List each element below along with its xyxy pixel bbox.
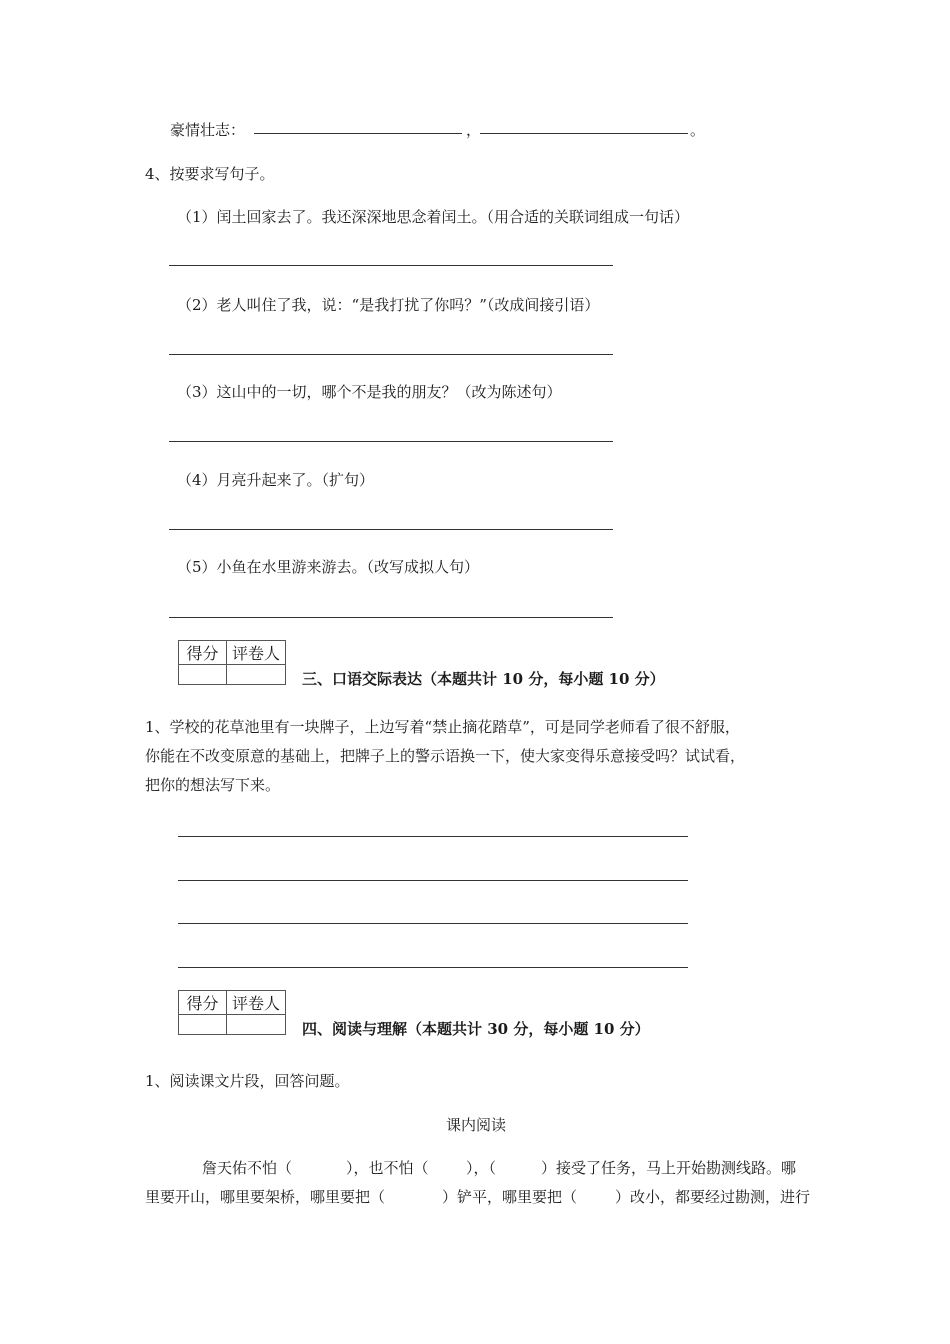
passage-text: ）接受了任务，马上开始勘测线路。哪 xyxy=(541,1159,797,1177)
q4-item-1: （1）闰土回家去了。我还深深地思念着闰土。（用合适的关联词组成一句话） xyxy=(177,208,690,226)
section-4-q1: 1、阅读课文片段，回答问题。 xyxy=(145,1072,350,1090)
passage-text: ），（ xyxy=(466,1159,497,1177)
answer-line[interactable] xyxy=(178,880,688,881)
answer-line[interactable] xyxy=(169,265,613,266)
passage-text: 詹天佑不怕（ xyxy=(202,1159,293,1177)
answer-line[interactable] xyxy=(178,923,688,924)
answer-line[interactable] xyxy=(169,354,613,355)
passage-text: ）铲平，哪里要把（ xyxy=(442,1188,578,1206)
score-header: 得分 xyxy=(179,641,227,665)
grader-header: 评卷人 xyxy=(227,641,286,665)
question-4-title: 4、按要求写句子。 xyxy=(145,165,275,183)
answer-blank[interactable] xyxy=(254,133,462,134)
answer-line[interactable] xyxy=(169,617,613,618)
answer-line[interactable] xyxy=(169,441,613,442)
section-3-q1-line-2: 你能在不改变原意的基础上，把牌子上的警示语换一下，使大家变得乐意接受吗？试试看， xyxy=(145,747,746,765)
score-table xyxy=(178,640,286,685)
section-4-title: 四、阅读与理解（本题共计 30 分，每小题 10 分） xyxy=(302,1020,650,1038)
passage-text: 里要开山，哪里要架桥，哪里要把（ xyxy=(145,1188,386,1206)
score-cell[interactable] xyxy=(179,1015,227,1035)
answer-line[interactable] xyxy=(169,529,613,530)
score-table xyxy=(178,990,286,1035)
answer-line[interactable] xyxy=(178,836,688,837)
passage-text: ），也不怕（ xyxy=(346,1159,429,1177)
q4-item-5: （5）小鱼在水里游来游去。（改写成拟人句） xyxy=(177,558,480,576)
q3-tail-sep: ， xyxy=(466,121,482,139)
grader-header: 评卷人 xyxy=(227,991,286,1015)
q4-item-2: （2）老人叫住了我，说：“是我打扰了你吗？”（改成间接引语） xyxy=(177,296,600,314)
grader-cell[interactable] xyxy=(227,1015,286,1035)
score-header: 得分 xyxy=(179,991,227,1015)
section-3-title: 三、口语交际表达（本题共计 10 分，每小题 10 分） xyxy=(302,670,665,688)
passage-title: 课内阅读 xyxy=(446,1116,507,1134)
passage-text: ）改小，都要经过勘测，进行 xyxy=(615,1188,811,1206)
section-3-q1-line-3: 把你的想法写下来。 xyxy=(145,776,281,794)
score-cell[interactable] xyxy=(179,665,227,685)
q4-item-4: （4）月亮升起来了。（扩句） xyxy=(177,471,375,489)
grader-cell[interactable] xyxy=(227,665,286,685)
q3-tail-label: 豪情壮志： xyxy=(170,121,246,139)
answer-blank[interactable] xyxy=(480,133,688,134)
q3-tail-end: 。 xyxy=(690,121,706,139)
section-3-q1-line-1: 1、学校的花草池里有一块牌子，上边写着“禁止摘花踏草”，可是同学老师看了很不舒服， xyxy=(145,718,740,736)
answer-line[interactable] xyxy=(178,967,688,968)
q4-item-3: （3）这山中的一切，哪个不是我的朋友？（改为陈述句） xyxy=(177,383,562,401)
